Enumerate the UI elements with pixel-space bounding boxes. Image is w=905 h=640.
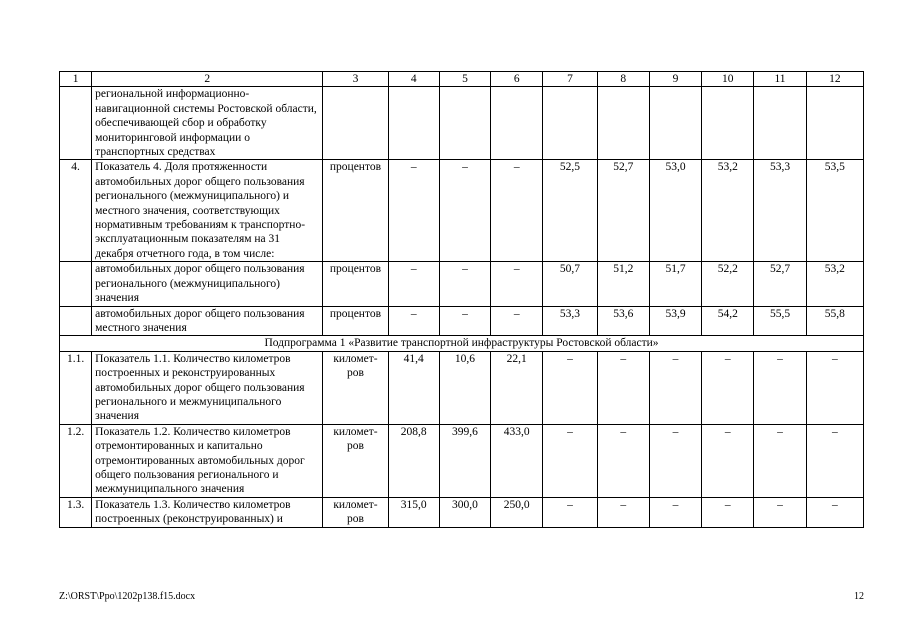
value-cell: – — [597, 497, 649, 527]
value-cell: – — [702, 424, 754, 497]
row-number: 1.3. — [60, 497, 92, 527]
row-number — [60, 306, 92, 336]
value-cell — [439, 87, 490, 160]
value-cell — [754, 87, 806, 160]
value-cell: 41,4 — [388, 351, 439, 424]
unit-cell — [323, 87, 388, 160]
table-row — [60, 262, 864, 306]
value-cell: 433,0 — [491, 424, 543, 497]
value-cell: 52,2 — [702, 262, 754, 306]
value-cell: 10,6 — [439, 351, 490, 424]
col-header: 8 — [597, 72, 649, 87]
value-cell: 53,0 — [649, 160, 701, 262]
value-cell: – — [491, 306, 543, 336]
value-cell: 53,6 — [597, 306, 649, 336]
value-cell: – — [806, 351, 863, 424]
value-cell: 50,7 — [543, 262, 597, 306]
value-cell: 53,9 — [649, 306, 701, 336]
footer-page-number: 12 — [854, 591, 864, 602]
col-header: 9 — [649, 72, 701, 87]
value-cell: – — [649, 351, 701, 424]
subprogram-row — [60, 336, 864, 351]
value-cell: – — [649, 497, 701, 527]
value-cell: – — [702, 497, 754, 527]
value-cell: 53,3 — [754, 160, 806, 262]
value-cell: – — [702, 351, 754, 424]
col-header: 12 — [806, 72, 863, 87]
row-number: 4. — [60, 160, 92, 262]
unit-cell: километ-ров — [323, 424, 388, 497]
row-number: 1.1. — [60, 351, 92, 424]
unit-cell: километ-ров — [323, 497, 388, 527]
value-cell: 53,2 — [806, 262, 863, 306]
value-cell: 55,5 — [754, 306, 806, 336]
value-cell — [702, 87, 754, 160]
value-cell: 250,0 — [491, 497, 543, 527]
table-row — [60, 351, 864, 424]
value-cell: – — [388, 160, 439, 262]
value-cell: – — [388, 262, 439, 306]
header-row — [60, 72, 864, 87]
value-cell: 53,2 — [702, 160, 754, 262]
unit-cell: километ-ров — [323, 351, 388, 424]
value-cell: – — [543, 424, 597, 497]
value-cell: 51,7 — [649, 262, 701, 306]
indicator-name: автомобильных дорог общего пользования местного значения — [92, 306, 323, 336]
indicator-name: Показатель 4. Доля протяженности автомобильных дорог общего пользования регионального (межмуниципального) и местного значения, соответствующих нормативным требованиям к транспортно-эксплуатационным показателям на 31 декабря отчетного года, в том числе: — [92, 160, 323, 262]
col-header: 3 — [323, 72, 388, 87]
value-cell: – — [543, 351, 597, 424]
value-cell — [649, 87, 701, 160]
value-cell: 300,0 — [439, 497, 490, 527]
value-cell: 315,0 — [388, 497, 439, 527]
value-cell: 53,3 — [543, 306, 597, 336]
value-cell — [597, 87, 649, 160]
col-header: 10 — [702, 72, 754, 87]
value-cell — [491, 87, 543, 160]
value-cell: – — [543, 497, 597, 527]
col-header: 2 — [92, 72, 323, 87]
col-header: 4 — [388, 72, 439, 87]
indicator-table — [59, 71, 864, 528]
row-number — [60, 262, 92, 306]
value-cell — [806, 87, 863, 160]
value-cell: – — [754, 351, 806, 424]
unit-cell: процентов — [323, 306, 388, 336]
value-cell: – — [806, 424, 863, 497]
value-cell: 51,2 — [597, 262, 649, 306]
unit-cell: процентов — [323, 160, 388, 262]
table-row — [60, 160, 864, 262]
indicator-name: Показатель 1.1. Количество километров построенных и реконструированных автомобильных дорог общего пользования регионального и межмуниципального значения — [92, 351, 323, 424]
value-cell: 52,7 — [754, 262, 806, 306]
row-number — [60, 87, 92, 160]
indicator-name: Показатель 1.3. Количество километров построенных (реконструированных) и — [92, 497, 323, 527]
value-cell: – — [439, 306, 490, 336]
value-cell: 208,8 — [388, 424, 439, 497]
col-header: 7 — [543, 72, 597, 87]
value-cell: 399,6 — [439, 424, 490, 497]
indicator-name: автомобильных дорог общего пользования регионального (межмуниципального) значения — [92, 262, 323, 306]
col-header: 11 — [754, 72, 806, 87]
value-cell: – — [439, 160, 490, 262]
row-number: 1.2. — [60, 424, 92, 497]
value-cell: – — [491, 160, 543, 262]
value-cell: 54,2 — [702, 306, 754, 336]
col-header: 6 — [491, 72, 543, 87]
value-cell: 22,1 — [491, 351, 543, 424]
value-cell: 52,5 — [543, 160, 597, 262]
value-cell: – — [439, 262, 490, 306]
table-row — [60, 424, 864, 497]
value-cell: 55,8 — [806, 306, 863, 336]
value-cell: – — [806, 497, 863, 527]
unit-cell: процентов — [323, 262, 388, 306]
subprogram-title: Подпрограмма 1 «Развитие транспортной инфраструктуры Ростовской области» — [60, 336, 864, 351]
value-cell: 53,5 — [806, 160, 863, 262]
value-cell: – — [491, 262, 543, 306]
value-cell: – — [388, 306, 439, 336]
col-header: 1 — [60, 72, 92, 87]
indicator-name: региональной информационно-навигационной системы Ростовской области, обеспечивающей сбор и обработку мониторинговой информации о транспортных средствах — [92, 87, 323, 160]
value-cell: – — [754, 497, 806, 527]
footer-filename: Z:\ORST\Ppo\1202p138.f15.docx — [59, 591, 196, 602]
value-cell: – — [597, 424, 649, 497]
table-row — [60, 497, 864, 527]
value-cell: 52,7 — [597, 160, 649, 262]
value-cell: – — [754, 424, 806, 497]
value-cell — [388, 87, 439, 160]
indicator-name: Показатель 1.2. Количество километров отремонтированных и капитально отремонтированных автомобильных дорог общего пользования регионального и межмуниципального значения — [92, 424, 323, 497]
value-cell: – — [597, 351, 649, 424]
value-cell: – — [649, 424, 701, 497]
table-row — [60, 306, 864, 336]
value-cell — [543, 87, 597, 160]
col-header: 5 — [439, 72, 490, 87]
table-row — [60, 87, 864, 160]
